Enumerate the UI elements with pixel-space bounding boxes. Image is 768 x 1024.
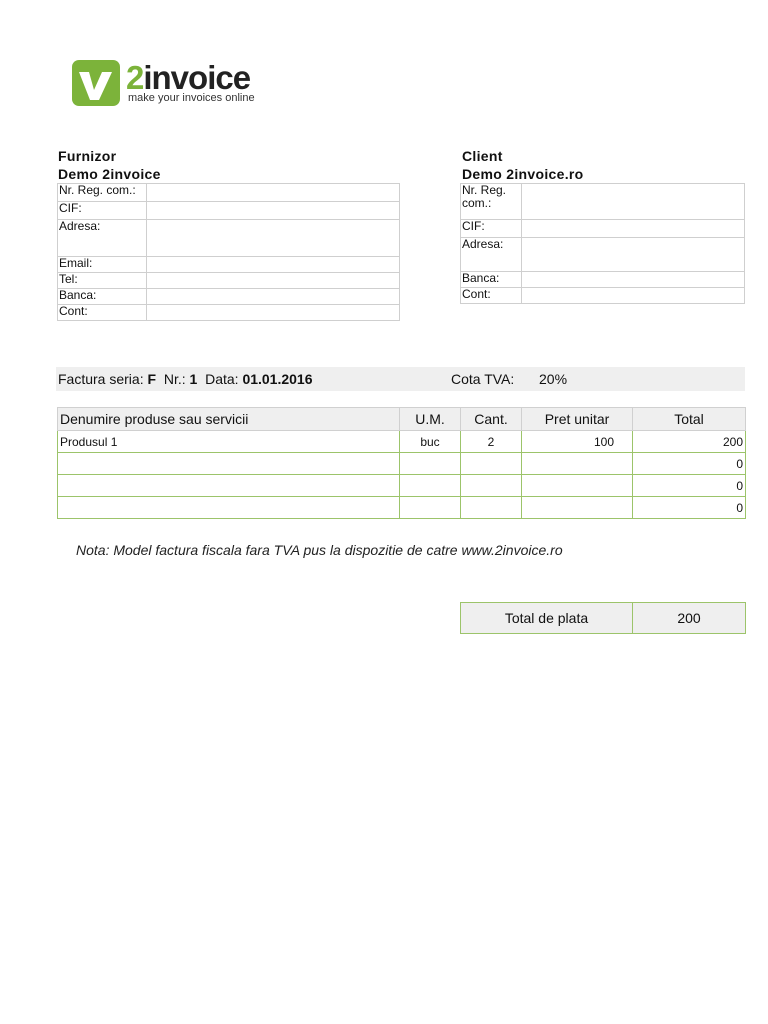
logo-brand: 2invoice [126,59,251,96]
client-value [522,220,745,238]
invoice-serie-line [58,371,313,387]
table-row [58,431,746,453]
client-value [522,184,745,220]
tva-value: 20% [539,371,568,387]
item-name [58,453,400,475]
item-name [58,497,400,519]
data-label: Data: [205,371,239,387]
furnizor-value [147,220,400,257]
nota-text: Nota: Model factura fiscala fara TVA pus la dispozitie de catre www.2invoice.ro [76,542,563,558]
data-value: 01.01.2016 [242,371,313,387]
client-table [460,183,745,304]
header-um: U.M. [400,408,461,431]
furnizor-value [147,184,400,202]
item-pret [522,497,633,519]
furnizor-label: Banca: [58,289,147,305]
logo-v-icon [72,60,120,106]
item-total: 0 [633,497,746,519]
item-total: 0 [633,475,746,497]
furnizor-value [147,305,400,321]
item-pret: 100 [522,431,633,453]
nr-value: 1 [189,371,198,387]
total-value: 200 [633,603,746,634]
furnizor-value [147,202,400,220]
item-total: 200 [633,431,746,453]
table-row [58,475,746,497]
client-label: Cont: [461,288,522,304]
item-cant [461,497,522,519]
item-um [400,475,461,497]
item-cant [461,475,522,497]
furnizor-label: Email: [58,257,147,273]
item-name [58,475,400,497]
item-total: 0 [633,453,746,475]
furnizor-label: CIF: [58,202,147,220]
client-name: Demo 2invoice.ro [462,166,584,182]
items-table [57,407,746,519]
client-heading: Client [462,148,503,164]
furnizor-heading: Furnizor [58,148,117,164]
client-label: CIF: [461,220,522,238]
item-cant [461,453,522,475]
furnizor-name: Demo 2invoice [58,166,161,182]
item-name: Produsul 1 [58,431,400,453]
serie-value: F [147,371,157,387]
nr-label: Nr.: [163,371,186,387]
tva-label: Cota TVA: [451,371,515,387]
header-total: Total [633,408,746,431]
furnizor-label: Adresa: [58,220,147,257]
header-cant: Cant. [461,408,522,431]
furnizor-label: Tel: [58,273,147,289]
header-pret: Pret unitar [522,408,633,431]
client-label: Banca: [461,272,522,288]
item-um [400,453,461,475]
furnizor-label: Nr. Reg. com.: [58,184,147,202]
client-value [522,272,745,288]
item-pret [522,453,633,475]
furnizor-label: Cont: [58,305,147,321]
furnizor-table [57,183,400,321]
furnizor-value [147,289,400,305]
total-table [460,602,746,634]
invoice-meta-bar [56,367,745,391]
item-cant: 2 [461,431,522,453]
serie-label: Factura seria: [58,371,144,387]
client-label: Nr. Reg. com.: [461,184,522,220]
client-label: Adresa: [461,238,522,272]
furnizor-value [147,257,400,273]
furnizor-value [147,273,400,289]
client-value [522,238,745,272]
logo [72,60,272,110]
total-label: Total de plata [461,603,633,634]
item-um: buc [400,431,461,453]
logo-tagline: make your invoices online [128,92,255,104]
table-row [58,497,746,519]
header-denumire: Denumire produse sau servicii [58,408,400,431]
client-value [522,288,745,304]
item-um [400,497,461,519]
item-pret [522,475,633,497]
table-row [58,453,746,475]
